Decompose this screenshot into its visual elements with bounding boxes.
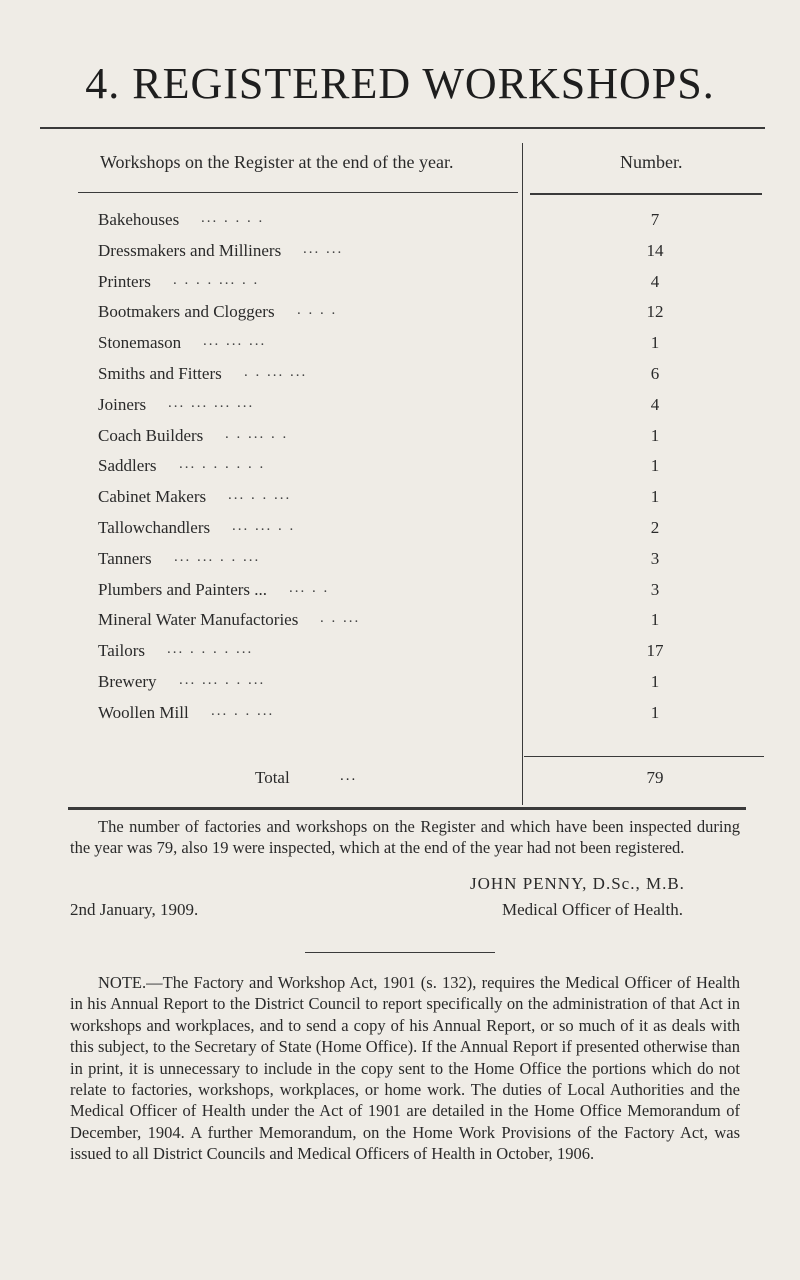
row-label: Dressmakers and Milliners: [98, 240, 282, 260]
header-rule-right: [530, 193, 762, 195]
row-leader-dots: . . . . ... . .: [173, 271, 260, 288]
row-number: 2: [650, 518, 660, 537]
row-label: Coach Builders: [98, 425, 204, 445]
row-leader-dots: . . ... . .: [225, 425, 289, 442]
header-rule-left: [78, 192, 518, 193]
table-row: [0, 487, 800, 517]
row-label: Woollen Mill: [98, 702, 189, 722]
table-row: [0, 302, 800, 332]
signature-title: Medical Officer of Health.: [502, 900, 683, 919]
row-number: 6: [650, 364, 660, 383]
row-leader-dots: ... . . . . ...: [167, 641, 254, 658]
total-label: Total: [255, 768, 290, 787]
row-label: Bootmakers and Cloggers: [98, 302, 275, 322]
table-row: [0, 272, 800, 302]
row-number: 4: [650, 271, 660, 291]
row-label: Joiners: [98, 394, 147, 414]
row-leader-dots: ... . . ...: [228, 487, 292, 504]
table-row: [0, 456, 800, 486]
table-row: [0, 672, 800, 702]
table-row: [0, 241, 800, 271]
row-label: Cabinet Makers: [98, 487, 207, 507]
row-number: 1: [650, 702, 660, 722]
row-number: 14: [646, 240, 664, 260]
row-leader-dots: . . ...: [320, 610, 361, 627]
note-paragraph: NOTE.—The Factory and Workshop Act, 1901 (s. 132), requires the Medical Officer of Health in his Annual Report to the District Council to report specifically on the administration of that Act in workshops and workplaces, and to send a copy of his Annual Report, or so much of it as deals with this subject, to the Secretary of State (Home Office). If the Annual Report if presented otherwise than in print, it is unnecessary to include in the copy sent to the Home Office the portions which do not relate to factories, workshops, workplaces, or home work. The duties of Local Authorities and the Medical Officer of Health under the Act of 1901 are detailed in the Home Office Memorandum of December, 1904. A further Memorandum, on the Home Work Provisions of the Factory Act, was issued to all District Councils and Medical Officers of Health in October, 1906.: [70, 973, 740, 1164]
total-number: 79: [646, 768, 664, 787]
row-leader-dots: ... ... ...: [203, 333, 267, 350]
row-leader-dots: ... . .: [289, 579, 330, 596]
row-number: 12: [646, 302, 664, 322]
row-leader-dots: . . . .: [297, 302, 338, 319]
row-label: Plumbers and Painters ...: [98, 579, 268, 599]
row-number: 3: [650, 579, 660, 599]
row-number: 1: [650, 333, 660, 353]
note-separator: [305, 952, 495, 953]
table-bottom-rule: [68, 807, 746, 810]
table-row: [0, 580, 800, 610]
row-number: 3: [650, 548, 660, 568]
row-leader-dots: . . ... ...: [244, 364, 308, 380]
table-row: [0, 364, 800, 394]
row-label: Stonemason: [98, 333, 182, 353]
row-label: Printers: [98, 271, 151, 291]
row-leader-dots: ... ... . . ...: [179, 672, 266, 688]
page-title: 4. REGISTERED WORKSHOPS.: [85, 59, 715, 108]
row-number: 1: [650, 487, 660, 507]
summary-paragraph: The number of factories and workshops on the Register and which have been inspected during the year was 79, also 19 were inspected, which at the end of the year had not been registered.: [70, 817, 740, 857]
row-number: 1: [650, 672, 660, 691]
row-label: Mineral Water Manufactories: [98, 610, 299, 630]
column-header-number: Number.: [620, 152, 683, 172]
table-row: [0, 518, 800, 548]
row-label: Saddlers: [98, 456, 157, 476]
row-label: Smiths and Fitters: [98, 364, 222, 383]
table-row: [0, 703, 800, 733]
table-row: [0, 641, 800, 671]
row-leader-dots: ... ...: [303, 240, 344, 257]
column-header-workshops: Workshops on the Register at the end of the year.: [100, 152, 454, 172]
table-row: [0, 210, 800, 240]
row-number: 1: [650, 456, 660, 476]
row-number: 1: [650, 610, 660, 630]
row-label: Brewery: [98, 672, 157, 691]
row-leader-dots: ... ... . . ...: [174, 548, 261, 565]
row-leader-dots: ... . . . . . .: [179, 456, 266, 473]
row-label: Tallowchandlers: [98, 518, 211, 537]
row-leader-dots: ... ... . .: [232, 518, 296, 534]
report-date: 2nd January, 1909.: [70, 900, 199, 919]
table-row: [0, 426, 800, 456]
total-dots: ...: [340, 768, 358, 784]
row-number: 7: [650, 210, 660, 229]
row-label: Tanners: [98, 548, 152, 568]
row-leader-dots: ... ... ... ...: [168, 394, 255, 411]
row-leader-dots: ... . . ...: [211, 702, 275, 719]
table-row: [0, 333, 800, 363]
row-number: 1: [650, 425, 660, 445]
table-row: [0, 549, 800, 579]
table-top-rule: [40, 127, 765, 129]
row-leader-dots: ... . . . .: [201, 210, 265, 226]
signature-name: JOHN PENNY, D.Sc., M.B.: [470, 874, 685, 893]
row-label: Tailors: [98, 641, 145, 661]
row-number: 17: [646, 641, 664, 661]
row-label: Bakehouses: [98, 210, 180, 229]
total-rule: [524, 756, 764, 757]
row-number: 4: [650, 394, 660, 414]
table-row: [0, 610, 800, 640]
table-row: [0, 395, 800, 425]
